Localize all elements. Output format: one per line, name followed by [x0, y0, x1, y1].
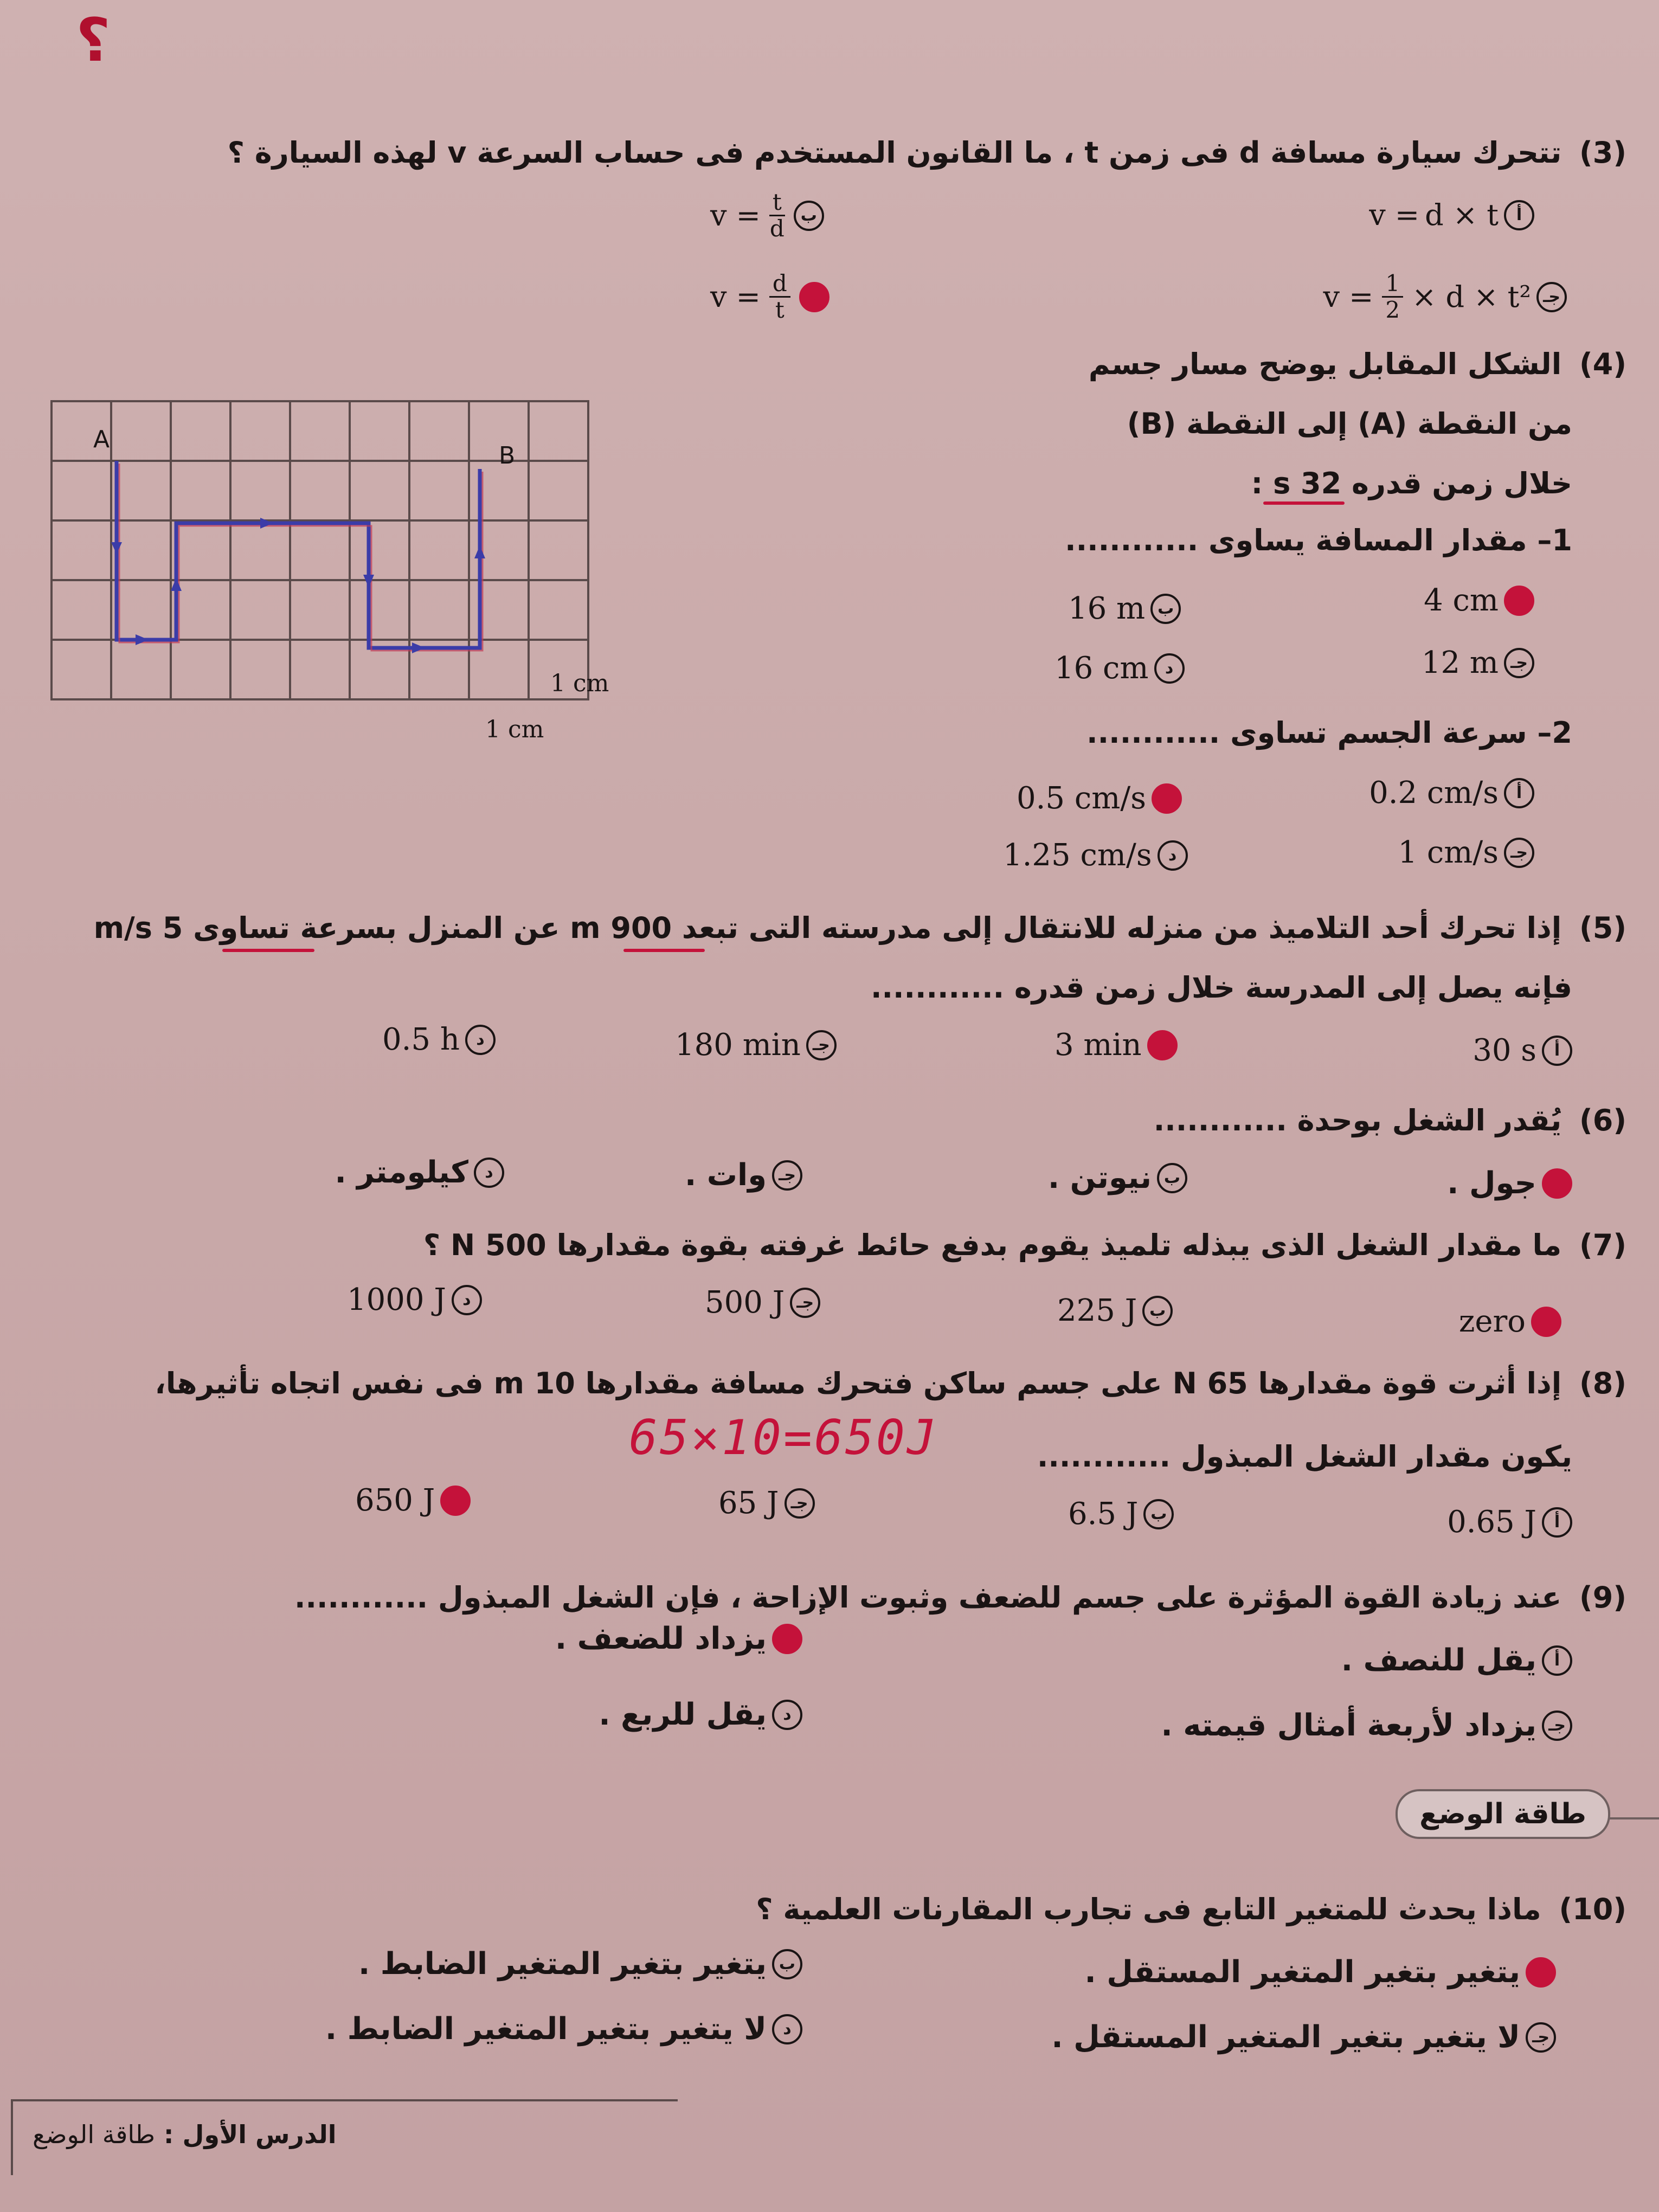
q9-b-value: يزداد للضعف . — [555, 1621, 767, 1656]
q4-s2-a-value: 0.2 cm/s — [1369, 775, 1499, 811]
q4-sub2-option-d[interactable] — [1003, 838, 1188, 873]
q5-option-d[interactable] — [382, 1022, 496, 1057]
q5-underline-distance — [623, 949, 705, 952]
q6-option-d[interactable] — [335, 1155, 504, 1190]
q7-option-b[interactable] — [1057, 1293, 1173, 1328]
q3-b-v: v = — [710, 198, 761, 233]
q7-text: ما مقدار الشغل الذى يبذله تلميذ يقوم بدفع حائط غرفته بقوة مقدارها 500 N ؟ — [423, 1228, 1562, 1262]
q4-sub2-option-a[interactable] — [1369, 775, 1534, 811]
q7-number: (7) — [1579, 1228, 1626, 1262]
q10-a-letter-marked: أ — [1526, 1957, 1556, 1988]
q4-s1-d-value: 16 cm — [1054, 651, 1149, 686]
footer-lesson: الدرس الأول : — [164, 2120, 337, 2149]
q3-option-d[interactable] — [710, 271, 829, 323]
q10-option-c[interactable] — [1051, 2020, 1556, 2055]
q8-handwritten-calculation: 65×10=650J — [629, 1410, 938, 1465]
q8-d-letter-marked: د — [440, 1486, 471, 1516]
q10-option-b[interactable] — [358, 1946, 802, 1982]
corner-question-mark: ؟ — [76, 5, 111, 75]
q10-d-letter: د — [772, 2014, 802, 2044]
q9-d-value: يقل للربع . — [599, 1697, 767, 1732]
q4-sub2-label: 2– سرعة الجسم تساوى ............ — [1086, 716, 1572, 750]
q10-c-letter: جـ — [1526, 2022, 1556, 2053]
q9-text: عند زيادة القوة المؤثرة على جسم للضعف وثبوت الإزاحة ، فإن الشغل المبذول ............ — [294, 1580, 1562, 1615]
q9-stem — [294, 1580, 1626, 1615]
q5-option-c[interactable] — [675, 1027, 837, 1063]
q8-d-value: 650 J — [355, 1483, 435, 1518]
q9-a-value: يقل للنصف . — [1341, 1643, 1536, 1678]
q9-option-b[interactable] — [555, 1621, 802, 1656]
q4-path-grid — [43, 396, 645, 754]
q8-number: (8) — [1579, 1366, 1626, 1400]
q7-c-letter: جـ — [790, 1288, 820, 1318]
q6-option-c[interactable] — [685, 1158, 802, 1193]
q6-c-letter: جـ — [772, 1160, 802, 1191]
q3-c-tail: × d × t² — [1412, 280, 1531, 314]
q5-a-letter: أ — [1542, 1036, 1572, 1066]
q6-a-letter-marked: أ — [1542, 1168, 1572, 1199]
q8-a-value: 0.65 J — [1447, 1504, 1536, 1540]
q4-line1 — [1089, 347, 1626, 381]
q7-a-value: zero — [1458, 1304, 1526, 1339]
q4-s1-a-letter-marked: أ — [1504, 586, 1534, 616]
q7-c-value: 500 J — [705, 1285, 785, 1320]
q3-number: (3) — [1579, 136, 1626, 170]
footer-rule — [11, 2099, 678, 2101]
q8-option-d[interactable] — [355, 1483, 471, 1518]
q8-c-value: 65 J — [718, 1486, 779, 1521]
q9-b-letter-marked: ب — [772, 1624, 802, 1654]
q3-option-c[interactable] — [1323, 271, 1567, 323]
q5-line1-text: إذا تحرك أحد التلاميذ من منزله للانتقال إلى مدرسته التى تبعد 900 m عن المنزل بسرعة تساوى 5 m/s — [93, 911, 1562, 945]
q3-c-v: v = — [1323, 280, 1374, 314]
q3-d-num: d — [769, 271, 790, 298]
q3-a-expr: d × t — [1425, 198, 1499, 232]
q7-option-c[interactable] — [705, 1285, 820, 1320]
q9-c-value: يزداد لأربعة أمثال قيمته . — [1161, 1708, 1536, 1743]
q3-c-letter: جـ — [1536, 282, 1567, 312]
q5-a-value: 30 s — [1472, 1033, 1536, 1068]
q8-c-letter: جـ — [785, 1488, 815, 1519]
q9-option-c[interactable] — [1161, 1708, 1572, 1743]
q10-b-letter: ب — [772, 1949, 802, 1979]
q7-option-d[interactable] — [347, 1282, 482, 1317]
q5-d-letter: د — [465, 1025, 496, 1055]
q7-b-letter: ب — [1142, 1296, 1173, 1326]
footer-left-edge — [11, 2099, 13, 2175]
section-badge: طاقة الوضع — [1396, 1789, 1610, 1839]
q3-b-den: d — [769, 215, 785, 242]
q4-line2: من النقطة (A) إلى النقطة (B) — [1127, 407, 1572, 441]
arrow-right-1 — [136, 634, 149, 645]
q4-s1-d-letter: د — [1154, 653, 1185, 684]
q9-option-a[interactable] — [1341, 1643, 1572, 1678]
q4-s1-b-value: 16 m — [1068, 591, 1146, 626]
point-b-label: B — [499, 442, 516, 470]
q6-text: يُقدر الشغل بوحدة ............ — [1153, 1103, 1562, 1137]
q10-number: (10) — [1559, 1892, 1626, 1926]
q4-s2-b-letter-marked: ب — [1152, 783, 1182, 814]
scale-label-x: 1 cm — [485, 716, 544, 743]
q8-line1-text: إذا أثرت قوة مقدارها 65 N على جسم ساكن فتحرك مسافة مقدارها 10 m فى نفس اتجاه تأثيرها، — [155, 1366, 1562, 1400]
q4-s1-c-letter: جـ — [1504, 648, 1534, 678]
q4-s1-c-value: 12 m — [1421, 645, 1499, 680]
q8-option-b[interactable] — [1068, 1496, 1174, 1532]
q4-s2-d-value: 1.25 cm/s — [1003, 838, 1152, 873]
q8-a-letter: أ — [1542, 1507, 1572, 1538]
q6-stem — [1154, 1103, 1626, 1137]
arrow-down-1 — [111, 542, 122, 554]
q6-d-letter: د — [474, 1158, 504, 1188]
section-badge-rule — [1605, 1817, 1659, 1819]
q9-c-letter: جـ — [1542, 1711, 1572, 1741]
q9-a-letter: أ — [1542, 1645, 1572, 1676]
q8-b-value: 6.5 J — [1068, 1496, 1139, 1532]
q4-s2-d-letter: د — [1158, 840, 1188, 871]
q5-underline-speed — [222, 949, 314, 952]
q10-a-value: يتغير بتغير المتغير المستقل . — [1084, 1954, 1520, 1990]
q4-s2-c-value: 1 cm/s — [1398, 835, 1499, 870]
q7-d-letter: د — [452, 1285, 482, 1315]
q7-b-value: 225 J — [1057, 1293, 1137, 1328]
q10-d-value: لا يتغير بتغير المتغير الضابط . — [325, 2011, 767, 2047]
q9-number: (9) — [1579, 1580, 1626, 1615]
q7-a-letter-marked: أ — [1531, 1307, 1561, 1337]
q3-option-b[interactable] — [710, 190, 824, 241]
q4-s1-b-letter: ب — [1150, 594, 1181, 624]
q4-number: (4) — [1579, 347, 1626, 381]
q4-line3: خلال زمن قدره 32 s : — [1251, 466, 1572, 500]
q5-line1 — [94, 911, 1626, 945]
q9-option-d[interactable] — [599, 1697, 802, 1732]
q8-option-a[interactable] — [1447, 1504, 1572, 1540]
q10-c-value: لا يتغير بتغير المتغير المستقل . — [1051, 2020, 1520, 2055]
q6-b-letter: ب — [1157, 1163, 1187, 1193]
q5-c-value: 180 min — [675, 1027, 801, 1063]
q8-option-c[interactable] — [718, 1486, 815, 1521]
q8-b-letter: ب — [1143, 1499, 1174, 1529]
q4-sub1-label: 1– مقدار المسافة يساوى ............ — [1065, 523, 1572, 557]
q3-d-letter-marked: د — [799, 282, 829, 312]
q6-option-a[interactable] — [1447, 1166, 1572, 1201]
motion-path-shadow — [119, 464, 483, 651]
q10-option-a[interactable] — [1085, 1954, 1556, 1990]
q6-option-b[interactable] — [1048, 1160, 1187, 1195]
q6-d-value: كيلومتر . — [335, 1155, 468, 1190]
q3-d-fraction — [769, 271, 790, 323]
q6-a-value: جول . — [1447, 1166, 1536, 1201]
q5-line2: فإنه يصل إلى المدرسة خلال زمن قدره ............ — [870, 970, 1572, 1005]
q10-stem — [756, 1892, 1626, 1926]
q5-number: (5) — [1579, 911, 1626, 945]
q8-line2: يكون مقدار الشغل المبذول ............ — [1037, 1439, 1572, 1474]
q8-line1 — [155, 1366, 1626, 1400]
q4-s2-c-letter: جـ — [1504, 838, 1534, 868]
footer-label — [33, 2120, 337, 2149]
q4-sub2-option-b[interactable] — [1017, 781, 1182, 816]
q4-time-underline — [1263, 501, 1345, 505]
q4-sub1-option-b[interactable] — [1068, 591, 1181, 626]
q6-c-value: وات . — [684, 1158, 767, 1193]
q3-b-num: t — [769, 190, 785, 216]
q7-stem — [423, 1228, 1626, 1262]
q3-c-den: 2 — [1385, 297, 1400, 323]
q3-c-fraction — [1382, 271, 1403, 323]
point-a-label: A — [93, 426, 110, 453]
q10-text: ماذا يحدث للمتغير التابع فى تجارب المقارنات العلمية ؟ — [756, 1892, 1541, 1926]
q10-b-value: يتغير بتغير المتغير الضابط . — [358, 1946, 767, 1982]
q5-c-letter: جـ — [806, 1030, 837, 1060]
q5-b-letter-marked: ب — [1147, 1030, 1178, 1060]
q6-b-value: نيوتن . — [1047, 1160, 1152, 1195]
q6-number: (6) — [1579, 1103, 1626, 1137]
q7-d-value: 1000 J — [347, 1282, 446, 1317]
q4-s2-a-letter: أ — [1504, 778, 1534, 808]
q3-stem — [228, 136, 1626, 170]
q5-option-a[interactable] — [1472, 1033, 1572, 1068]
q3-b-letter: ب — [794, 201, 824, 231]
q4-s1-a-value: 4 cm — [1424, 583, 1499, 618]
q5-b-value: 3 min — [1054, 1027, 1142, 1063]
footer-topic: طاقة الوضع — [33, 2120, 156, 2149]
q3-a-letter: أ — [1504, 200, 1534, 230]
q4-line1-text: الشكل المقابل يوضح مسار جسم — [1088, 347, 1562, 381]
arrow-right-3 — [412, 642, 425, 653]
q10-option-d[interactable] — [325, 2011, 802, 2047]
q4-s2-b-value: 0.5 cm/s — [1017, 781, 1146, 816]
q3-c-num: 1 — [1382, 271, 1403, 298]
q4-sub2-option-c[interactable] — [1398, 835, 1535, 870]
q3-option-a[interactable] — [1369, 198, 1534, 232]
q3-a-v: v = — [1369, 198, 1420, 232]
q4-sub1-option-d[interactable] — [1054, 651, 1185, 686]
q3-b-fraction — [769, 190, 785, 241]
q7-option-a[interactable] — [1459, 1304, 1561, 1339]
q5-option-b[interactable] — [1054, 1027, 1178, 1063]
q4-sub1-option-c[interactable] — [1422, 645, 1534, 680]
q9-d-letter: د — [772, 1700, 802, 1730]
q3-d-v: v = — [710, 280, 761, 314]
scale-label-y: 1 cm — [550, 670, 609, 697]
q3-d-den: t — [775, 297, 785, 323]
q3-text: تتحرك سيارة مسافة d فى زمن t ، ما القانون المستخدم فى حساب السرعة v لهذه السيارة ؟ — [227, 136, 1562, 170]
q4-sub1-option-a[interactable] — [1424, 583, 1534, 618]
q5-d-value: 0.5 h — [382, 1022, 460, 1057]
arrow-up-2 — [474, 545, 485, 558]
path-arrows — [111, 518, 485, 653]
